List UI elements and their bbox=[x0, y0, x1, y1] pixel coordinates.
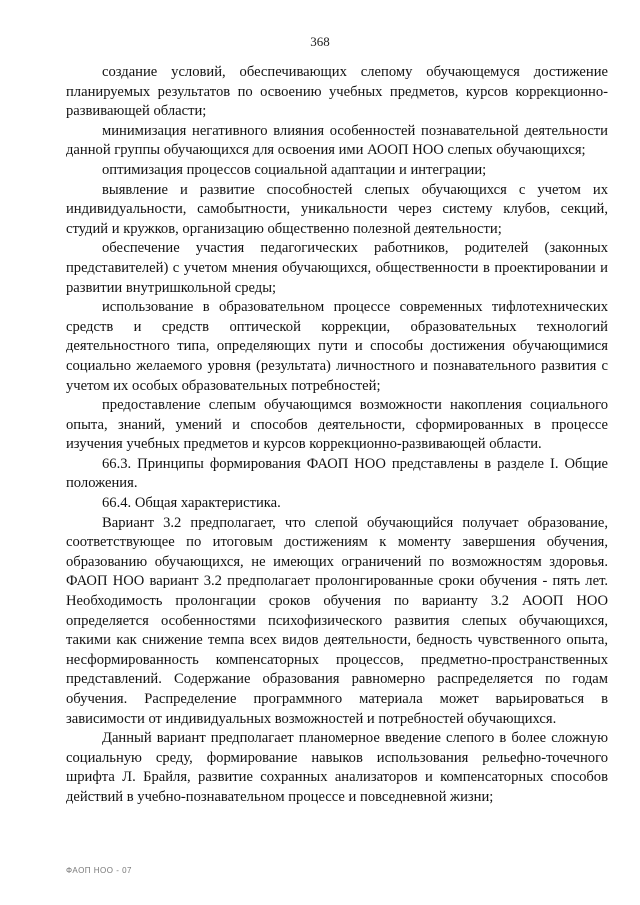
section-heading: 66.3. Принципы формирования ФАОП НОО представлены в разделе I. Общие положения. bbox=[66, 455, 608, 492]
paragraph: создание условий, обеспечивающих слепому обучающемуся достижение планируемых результатов по освоению учебных предметов, курсов коррекционно-развивающей области; bbox=[66, 64, 608, 120]
page-number: 368 bbox=[310, 34, 330, 49]
paragraph: предоставление слепым обучающимся возможности накопления социального опыта, знаний, умений и способов деятельности, сформированных в процессе изучения учебных предметов и курсов коррекционно-развивающей области. bbox=[66, 397, 608, 453]
paragraph: использование в образовательном процессе современных тифлотехнических средств и средств оптической коррекции, образовательных технологий деятельностного типа, определяющих пути и способы достижения обучающимися социально желаемого уровня (результата) личностного и познавательного развития с учетом их особых образовательных потребностей; bbox=[66, 299, 608, 394]
paragraph: выявление и развитие способностей слепых обучающихся с учетом их индивидуальности, самобытности, уникальности через систему клубов, секций, студий и кружков, организацию общественно полезной деятельности; bbox=[66, 181, 608, 237]
paragraph: Вариант 3.2 предполагает, что слепой обучающийся получает образование, соответствующее по итоговым достижениям к моменту завершения обучения, образованию обучающихся, не имеющих ограничений по возможностям здоровья. ФАОП НОО вариант 3.2 предполагает пролонгированные сроки обучения - пять лет. Необходимость пролонгации сроков обучения по варианту 3.2 АООП НОО определяется особенностями психофизического развития слепых обучающихся, такими как снижение темпа всех видов деятельности, бедность чувственного опыта, несформированность компенсаторных процессов, предметно-пространственных представлений. Содержание образования равномерно распределяется по годам обучения. Распределение программного материала может варьироваться в зависимости от индивидуальных возможностей и потребностей обучающихся. bbox=[66, 514, 608, 727]
paragraph: Данный вариант предполагает планомерное введение слепого в более сложную социальную среду, формирование навыков использования рельефно-точечного шрифта Л. Брайля, развитие сохранных анализаторов и компенсаторных способов действий в учебно-познавательном процессе и повседневной жизни; bbox=[66, 730, 608, 805]
footer-stamp: ФАОП НОО - 07 bbox=[66, 866, 132, 875]
section-heading: 66.4. Общая характеристика. bbox=[102, 495, 281, 512]
paragraph: обеспечение участия педагогических работников, родителей (законных представителей) с учетом мнения обучающихся, общественности в проектировании и развитии внутришкольной среды; bbox=[66, 240, 608, 296]
document-body bbox=[66, 63, 608, 808]
paragraph: оптимизация процессов социальной адаптации и интеграции; bbox=[102, 161, 487, 178]
paragraph: минимизация негативного влияния особенностей познавательной деятельности данной группы обучающихся для освоения ими АООП НОО слепых обучающихся; bbox=[66, 122, 608, 159]
